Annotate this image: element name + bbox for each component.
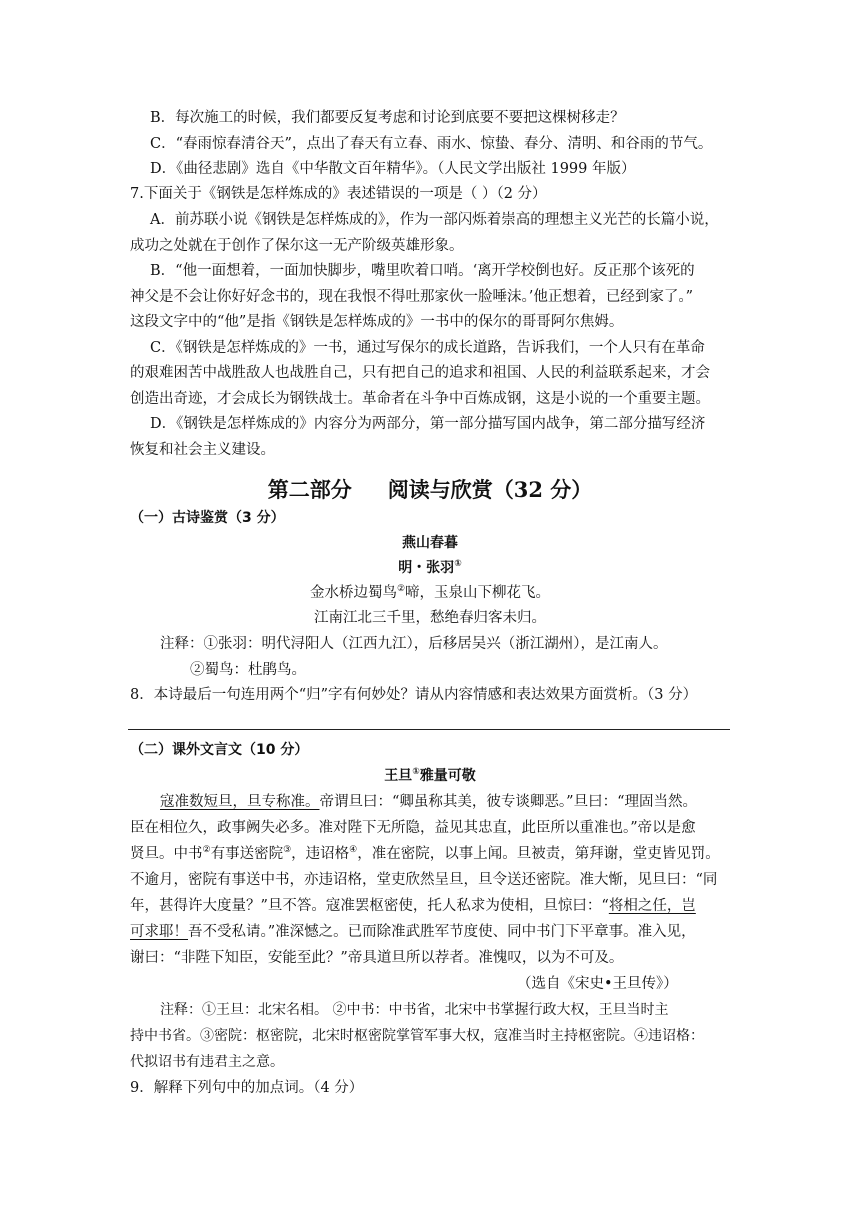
prose-note-1: 注释：①王旦：北宋名相。 ②中书：中书省，北宋中书掌握行政大权，王旦当时主 — [160, 1002, 669, 1018]
poem-section-heading: （一）古诗鉴赏（3 分） — [130, 510, 285, 526]
question-8: 8．本诗最后一句连用两个“归”字有何妙处？请从内容情感和表达效果方面赏析。（3 分） — [130, 687, 698, 703]
poem-line-2: 江南江北三千里，愁绝春归客未归。 — [314, 610, 546, 626]
prose-line-7: 谢曰：“非陛下知臣，安能至此？”帝具道旦所以荐者。准愧叹，以为不可及。 — [130, 950, 624, 966]
q6-option-d: D．《曲径悲剧》选自《中华散文百年精华》。（人民文学出版社 1999 年版） — [150, 161, 636, 177]
q6-option-b: B．每次施工的时候，我们都要反复考虑和讨论到底要不要把这棵树移走？ — [150, 110, 625, 126]
underlined-sentence: 可求耶！ — [130, 924, 188, 940]
q7-option-b-line1: B．“他一面想着，一面加快脚步，嘴里吹着口哨。‘离开学校倒也好。反正那个该死的 — [150, 263, 695, 279]
part-two-label: 第二部分 — [267, 477, 352, 502]
prose-line-5: 年，甚得许大度量？”旦不答。寇准罢枢密使，托人私求为使相，旦惊曰：“将相之任，岂 — [130, 898, 696, 914]
q7-option-b-line3: 这段文字中的“他”是指《钢铁是怎样炼成的》一书中的保尔的哥哥阿尔焦姆。 — [130, 314, 624, 330]
q7-option-c-line1: C．《钢铁是怎样炼成的》一书，通过写保尔的成长道路，告诉我们，一个人只有在革命 — [150, 340, 705, 356]
question-9: 9．解释下列句中的加点词。（4 分） — [130, 1080, 364, 1096]
note-mark: ④ — [349, 845, 358, 855]
prose-section-heading: （二）课外文言文（10 分） — [130, 742, 309, 758]
note-mark: ① — [412, 767, 420, 777]
part-two-heading: 阅读与欣赏（32 分） — [387, 477, 593, 502]
q7-option-c-line2: 的艰难困苦中战胜敌人也战胜自己，只有把自己的追求和祖国、人民的利益联系起来，才会 — [130, 365, 710, 381]
prose-line-2: 臣在相位久，政事阙失必多。准对陛下无所隐，益见其忠直，此臣所以重准也。”帝以是愈 — [130, 820, 696, 836]
note-mark: ① — [454, 559, 462, 569]
q7-option-a-line2: 成功之处就在于创作了保尔这一无产阶级英雄形象。 — [130, 238, 464, 254]
prose-line-3: 贤旦。中书②有事送密院③，违诏格④，准在密院，以事上闻。旦被责，第拜谢，堂吏皆见罚。 — [130, 845, 720, 862]
poem-note-1: 注释：①张羽：明代浔阳人（江西九江），后移居吴兴（浙江湖州），是江南人。 — [160, 636, 668, 652]
q7-option-b-line2: 神父是不会让你好好念书的，现在我恨不得吐那家伙一脸唾沫。’他正想着，已经到家了。” — [130, 289, 694, 305]
underlined-sentence: 寇准数短旦，旦专称准。 — [160, 794, 320, 810]
q6-option-c: C．“春雨惊春清谷天”，点出了春天有立春、雨水、惊蛰、春分、清明、和谷雨的节气。 — [150, 136, 713, 152]
prose-note-3: 代拟诏书有违君主之意。 — [130, 1054, 284, 1070]
part-two-title — [0, 474, 860, 504]
prose-source: （选自《宋史•王旦传》） — [517, 976, 678, 992]
answer-line — [128, 729, 730, 730]
prose-title: 王旦①雅量可敬 — [384, 767, 476, 784]
poem-title: 燕山春暮 — [402, 535, 458, 551]
q7-option-d-line1: D．《钢铁是怎样炼成的》内容分为两部分，第一部分描写国内战争，第二部分描写经济 — [150, 416, 706, 432]
q7-option-a-line1: A．前苏联小说《钢铁是怎样炼成的》，作为一部闪烁着崇高的理想主义光芒的长篇小说， — [150, 212, 719, 228]
poem-line-1: 金水桥边蜀鸟②啼，玉泉山下柳花飞。 — [309, 584, 551, 601]
note-mark: ② — [396, 584, 406, 594]
prose-line-1: 寇准数短旦，旦专称准。帝谓旦曰：“卿虽称其美，彼专谈卿恶。”旦曰：“理固当然。 — [160, 794, 697, 810]
q7-option-d-line2: 恢复和社会主义建设。 — [130, 442, 275, 458]
note-mark: ② — [202, 845, 211, 855]
poem-note-2: ②蜀鸟：杜鹃鸟。 — [190, 662, 306, 678]
q7-stem: 7.下面关于《钢铁是怎样炼成的》表述错误的一项是（ ）（2 分） — [130, 186, 547, 202]
prose-note-2: 持中书省。③密院：枢密院，北宋时枢密院掌管军事大权，寇准当时主持枢密院。④违诏格： — [130, 1028, 704, 1044]
poem-author: 明・张羽① — [398, 559, 462, 576]
underlined-sentence: 将相之任，岂 — [608, 898, 696, 914]
q7-option-c-line3: 创造出奇迹，才会成长为钢铁战士。革命者在斗争中百炼成钢，这是小说的一个重要主题。 — [130, 391, 710, 407]
note-mark: ③ — [283, 845, 292, 855]
prose-line-6: 可求耶！吾不受私请。”准深憾之。已而除准武胜军节度使、同中书门下平章事。准入见， — [130, 924, 696, 940]
prose-line-4: 不逾月，密院有事送中书，亦违诏格，堂吏欣然呈旦，旦令送还密院。准大惭，见旦曰：“同 — [130, 872, 718, 888]
